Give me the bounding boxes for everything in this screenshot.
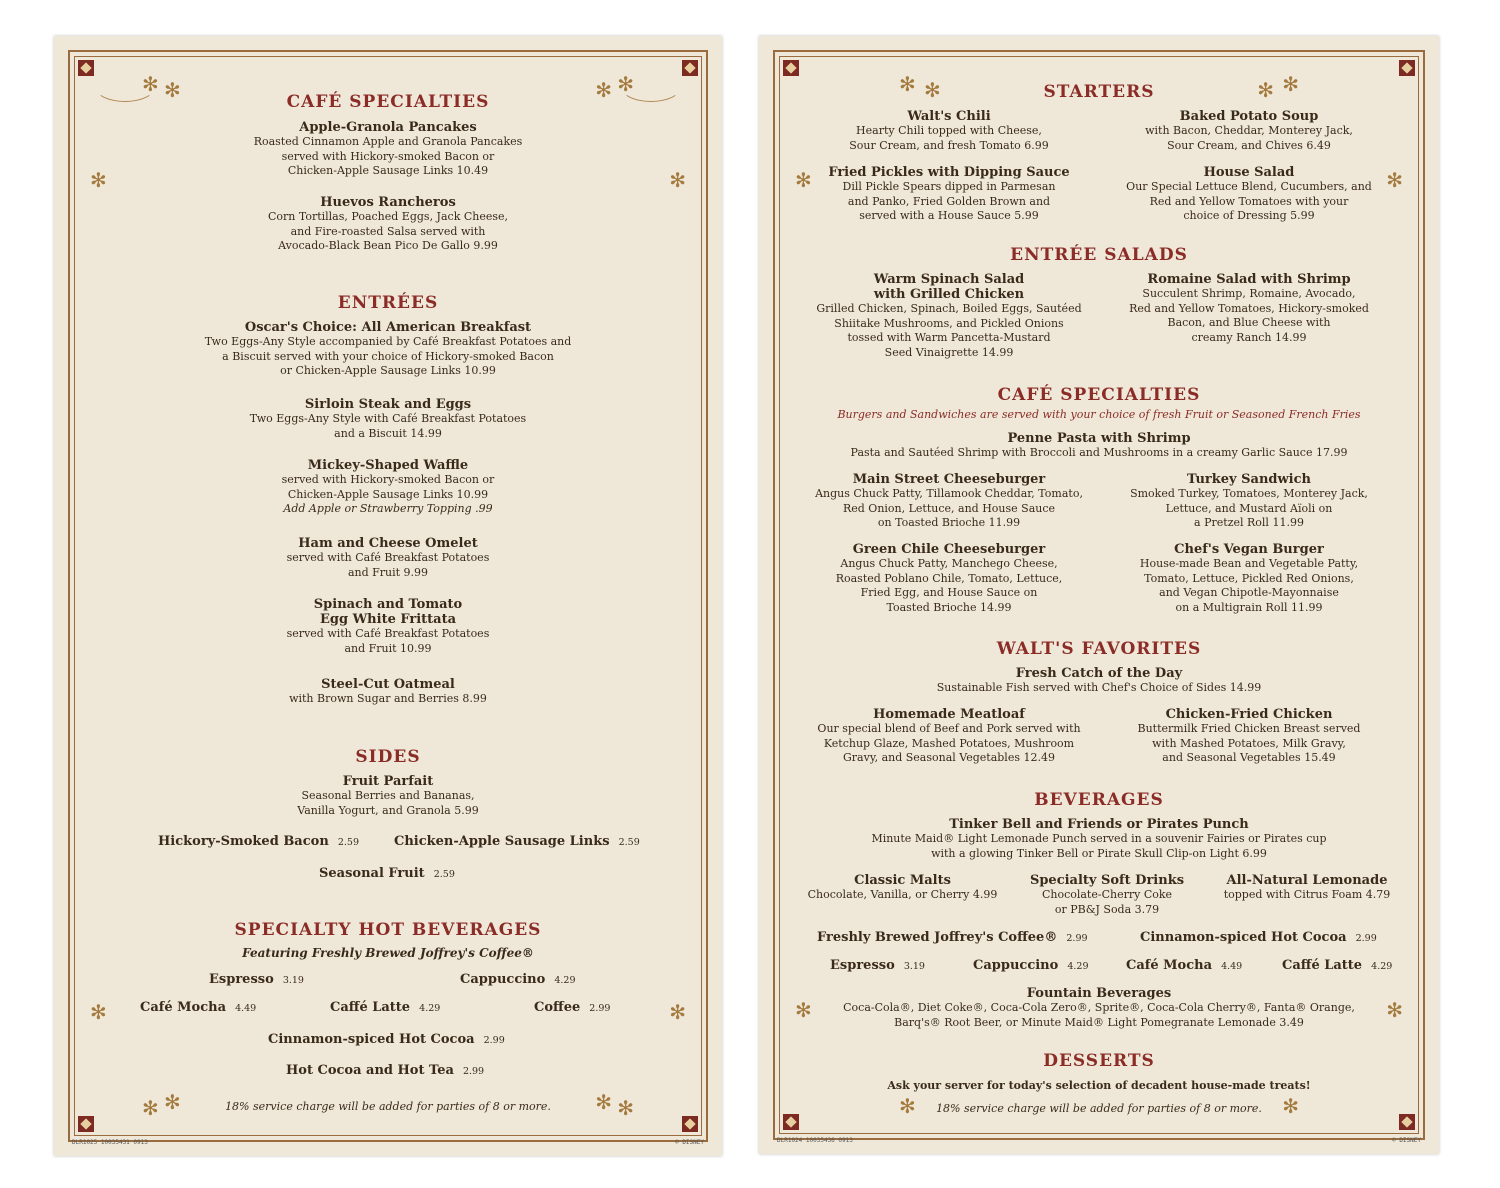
item-desc: topped with Citrus Foam 4.79 xyxy=(1223,888,1391,901)
item-name: Sirloin Steak and Eggs xyxy=(304,397,472,412)
item-name: Fountain Beverages xyxy=(1026,986,1172,1001)
copyright: © DISNEY xyxy=(1392,1137,1421,1144)
flower-ornament-icon: ✻ xyxy=(90,1000,107,1024)
item-desc: Sour Cream, and fresh Tomato 6.99 xyxy=(849,138,1049,152)
beverage-item xyxy=(817,930,1088,945)
item-desc: Pasta and Sautéed Shrimp with Broccoli and Mushrooms in a creamy Garlic Sauce 17.99 xyxy=(850,446,1348,459)
item-desc: Two Eggs-Any Style with Café Breakfast Potatoes xyxy=(249,412,527,425)
item-name: Steel-Cut Oatmeal xyxy=(321,677,455,692)
item-desc: Toasted Brioche 14.99 xyxy=(886,600,1012,614)
item-name: Penne Pasta with Shrimp xyxy=(1007,431,1191,446)
menu-item xyxy=(54,677,722,707)
menu-item xyxy=(1099,165,1399,224)
beverage-item xyxy=(209,972,304,987)
item-desc: or PB&J Soda 3.79 xyxy=(1054,902,1160,916)
item-name: Cinnamon-spiced Hot Cocoa xyxy=(268,1032,475,1047)
section-subtitle: Featuring Freshly Brewed Joffrey's Coffee® xyxy=(242,946,534,960)
menu-item xyxy=(799,542,1099,615)
item-desc: House-made Bean and Vegetable Patty, xyxy=(1139,557,1359,570)
item-desc: Gravy, and Seasonal Vegetables 12.49 xyxy=(843,751,1055,764)
beverage-item xyxy=(286,1063,484,1078)
beverage-item xyxy=(140,1000,256,1015)
copyright: © DISNEY xyxy=(675,1139,704,1146)
item-desc: with a glowing Tinker Bell or Pirate Skull Clip-on Light 6.99 xyxy=(931,846,1267,860)
item-desc: Fried Egg, and House Sauce on xyxy=(860,586,1038,599)
menu-item xyxy=(54,597,722,656)
item-desc: Tomato, Lettuce, Pickled Red Onions, xyxy=(1144,571,1354,585)
menu-item xyxy=(799,707,1099,766)
section-title-cafe-specialties: CAFÉ SPECIALTIES xyxy=(286,92,490,112)
flower-ornament-icon: ✻ xyxy=(1386,998,1403,1022)
corner-ornament-icon xyxy=(783,60,799,76)
section-title-sides: SIDES xyxy=(355,747,421,767)
item-name: Chef's Vegan Burger xyxy=(1174,542,1324,557)
menu-item xyxy=(799,472,1099,531)
item-name: Seasonal Fruit xyxy=(319,866,425,881)
menu-item xyxy=(1099,472,1399,531)
flower-ornament-icon: ✻ xyxy=(795,998,812,1022)
item-desc: or Chicken-Apple Sausage Links 10.99 xyxy=(280,364,496,377)
item-desc: Minute Maid® Light Lemonade Punch served in a souvenir Fairies or Pirates cup xyxy=(871,832,1327,845)
item-name-line2: Egg White Frittata xyxy=(319,612,457,627)
item-name: Homemade Meatloaf xyxy=(873,707,1025,722)
item-desc: served with Hickory-smoked Bacon or xyxy=(281,473,495,486)
corner-ornament-icon xyxy=(1399,60,1415,76)
flower-ornament-icon: ✻ xyxy=(1282,72,1299,96)
item-desc: Chicken-Apple Sausage Links 10.99 xyxy=(287,487,489,501)
item-name: Romaine Salad with Shrimp xyxy=(1147,272,1351,287)
item-desc: Red and Yellow Tomatoes, Hickory-smoked xyxy=(1129,301,1369,315)
section-title-desserts: DESSERTS xyxy=(1043,1051,1155,1071)
menu-item xyxy=(1099,109,1399,153)
flower-ornament-icon: ✻ xyxy=(1282,1094,1299,1118)
item-name: Main Street Cheeseburger xyxy=(852,472,1046,487)
item-name: Fruit Parfait xyxy=(342,774,434,789)
flower-ornament-icon: ✻ xyxy=(142,1096,159,1120)
item-desc: and Fruit 10.99 xyxy=(344,641,432,655)
item-desc: Vanilla Yogurt, and Granola 5.99 xyxy=(297,803,479,817)
corner-ornament-icon xyxy=(78,60,94,76)
item-name: Classic Malts xyxy=(854,873,951,888)
beverage-item xyxy=(1126,958,1242,973)
section-title-walts-favorites: WALT'S FAVORITES xyxy=(996,639,1202,659)
corner-ornament-icon xyxy=(682,1116,698,1132)
item-price: 4.29 xyxy=(1371,961,1393,972)
item-name: Apple-Granola Pancakes xyxy=(299,120,477,135)
item-desc: creamy Ranch 14.99 xyxy=(1191,330,1307,344)
item-name: Baked Potato Soup xyxy=(1179,109,1319,124)
item-name: Espresso xyxy=(209,972,274,987)
item-price: 4.49 xyxy=(235,1003,257,1014)
beverage-item xyxy=(534,1000,610,1015)
menu-item xyxy=(54,536,722,580)
item-desc: Roasted Poblano Chile, Tomato, Lettuce, xyxy=(835,571,1063,585)
flower-ornament-icon: ✻ xyxy=(142,72,159,96)
item-name: Freshly Brewed Joffrey's Coffee® xyxy=(817,930,1058,945)
item-desc: Two Eggs-Any Style accompanied by Café Breakfast Potatoes and xyxy=(204,335,572,348)
menu-item xyxy=(1007,873,1207,917)
item-desc: tossed with Warm Pancetta-Mustard xyxy=(847,331,1051,344)
item-price: 2.59 xyxy=(618,837,640,848)
flower-ornament-icon: ✻ xyxy=(164,78,181,102)
item-price: 3.19 xyxy=(903,961,925,972)
menu-item xyxy=(759,986,1439,1030)
item-name: Hot Cocoa and Hot Tea xyxy=(286,1063,454,1078)
menu-item xyxy=(54,774,722,818)
section-note: Burgers and Sandwiches are served with your choice of fresh Fruit or Seasoned French Fries xyxy=(837,408,1361,421)
item-name: Walt's Chili xyxy=(907,109,991,124)
menu-item xyxy=(795,873,1010,903)
item-name: Huevos Rancheros xyxy=(320,195,456,210)
menu-item xyxy=(759,666,1439,696)
item-price: 4.29 xyxy=(419,1003,441,1014)
item-desc: with Bacon, Cheddar, Monterey Jack, xyxy=(1145,124,1353,137)
item-desc: Corn Tortillas, Poached Eggs, Jack Cheese, xyxy=(267,210,509,223)
menu-item xyxy=(799,109,1099,153)
flower-ornament-icon: ✻ xyxy=(617,1096,634,1120)
item-desc: Red Onion, Lettuce, and House Sauce xyxy=(842,501,1056,515)
item-price: 4.29 xyxy=(1067,961,1089,972)
item-name: Caffé Latte xyxy=(1282,958,1363,973)
item-desc: Chocolate-Cherry Coke xyxy=(1041,888,1173,901)
item-desc: served with Café Breakfast Potatoes xyxy=(286,627,490,640)
item-desc: Red and Yellow Tomatoes with your xyxy=(1149,194,1349,208)
item-desc: Hearty Chili topped with Cheese, xyxy=(856,124,1042,137)
corner-ornament-icon xyxy=(1399,1114,1415,1130)
beverage-item xyxy=(330,1000,440,1015)
flower-ornament-icon: ✻ xyxy=(924,78,941,102)
item-desc: served with Hickory-smoked Bacon or xyxy=(281,149,495,163)
flower-ornament-icon: ✻ xyxy=(1257,78,1274,102)
item-name-line2: with Grilled Chicken xyxy=(873,287,1025,302)
item-desc: and a Biscuit 14.99 xyxy=(334,426,442,440)
item-desc: and Seasonal Vegetables 15.49 xyxy=(1162,751,1336,764)
item-name: All-Natural Lemonade xyxy=(1226,873,1388,888)
item-name: Green Chile Cheeseburger xyxy=(852,542,1046,557)
corner-ornament-icon xyxy=(78,1116,94,1132)
flower-ornament-icon: ✻ xyxy=(595,78,612,102)
item-desc: Seed Vinaigrette 14.99 xyxy=(884,345,1014,359)
item-desc: Sour Cream, and Chives 6.49 xyxy=(1167,138,1331,152)
item-name: Caffé Latte xyxy=(330,1000,411,1015)
item-desc: Coca-Cola®, Diet Coke®, Coca-Cola Zero®, Sprite®, Coca-Cola Cherry®, Fanta® Orange, xyxy=(843,1001,1355,1014)
beverage-item xyxy=(460,972,576,987)
item-name: Oscar's Choice: All American Breakfast xyxy=(244,320,532,335)
menu-item xyxy=(54,195,722,254)
menu-item xyxy=(54,458,722,517)
item-desc: choice of Dressing 5.99 xyxy=(1183,209,1315,222)
item-desc: Our special blend of Beef and Pork served with xyxy=(817,722,1081,735)
item-desc: Grilled Chicken, Spinach, Boiled Eggs, Sautéed xyxy=(816,302,1082,315)
corner-ornament-icon xyxy=(682,60,698,76)
side-item xyxy=(158,834,359,849)
item-desc: Our Special Lettuce Blend, Cucumbers, and xyxy=(1126,180,1372,193)
corner-ornament-icon xyxy=(783,1114,799,1130)
item-price: 4.29 xyxy=(554,975,576,986)
side-item xyxy=(319,866,455,881)
flower-ornament-icon: ✻ xyxy=(899,72,916,96)
item-name: Mickey-Shaped Waffle xyxy=(307,458,469,473)
item-price: 2.99 xyxy=(589,1003,611,1014)
beverage-item xyxy=(1282,958,1392,973)
item-name: House Salad xyxy=(1203,165,1295,180)
breakfast-menu-card xyxy=(54,36,722,1156)
flower-ornament-icon: ✻ xyxy=(669,168,686,192)
service-charge-note: 18% service charge will be added for parties of 8 or more. xyxy=(225,1100,551,1113)
lunch-menu-card xyxy=(759,36,1439,1154)
menu-item xyxy=(759,817,1439,861)
item-desc: Bacon, and Blue Cheese with xyxy=(1167,316,1331,329)
item-desc: Lettuce, and Mustard Aïoli on xyxy=(1165,501,1333,515)
flower-ornament-icon: ✻ xyxy=(795,168,812,192)
item-desc: and Panko, Fried Golden Brown and xyxy=(847,194,1051,208)
item-desc: Chocolate, Vanilla, or Cherry 4.99 xyxy=(807,888,998,901)
flower-ornament-icon: ✻ xyxy=(617,72,634,96)
item-price: 2.99 xyxy=(1355,933,1377,944)
flower-ornament-icon: ✻ xyxy=(899,1094,916,1118)
flower-ornament-icon: ✻ xyxy=(595,1090,612,1114)
menu-item xyxy=(54,320,722,379)
item-desc: on Toasted Brioche 11.99 xyxy=(877,516,1021,529)
item-name: Espresso xyxy=(830,958,895,973)
item-desc: Angus Chuck Patty, Tillamook Cheddar, Tomato, xyxy=(815,487,1083,500)
item-desc: Sustainable Fish served with Chef's Choice of Sides 14.99 xyxy=(936,681,1262,694)
menu-item xyxy=(759,431,1439,461)
flower-ornament-icon: ✻ xyxy=(90,168,107,192)
section-title-cafe-specialties: CAFÉ SPECIALTIES xyxy=(997,385,1201,405)
item-name: Cinnamon-spiced Hot Cocoa xyxy=(1140,930,1347,945)
item-desc: Angus Chuck Patty, Manchego Cheese, xyxy=(840,557,1058,570)
flower-ornament-icon: ✻ xyxy=(669,1000,686,1024)
item-desc: with Brown Sugar and Berries 8.99 xyxy=(289,692,487,705)
item-name: Specialty Soft Drinks xyxy=(1029,873,1185,888)
item-name: Cappuccino xyxy=(460,972,546,987)
menu-code: DLR1024 10035436 0913 xyxy=(777,1137,853,1144)
item-desc: a Pretzel Roll 11.99 xyxy=(1194,516,1304,529)
item-desc: Shiitake Mushrooms, and Pickled Onions xyxy=(834,316,1064,330)
item-desc: Succulent Shrimp, Romaine, Avocado, xyxy=(1142,287,1356,300)
section-title-starters: STARTERS xyxy=(1043,82,1155,102)
item-addon: Add Apple or Strawberry Topping .99 xyxy=(283,502,493,515)
item-desc: Chicken-Apple Sausage Links 10.49 xyxy=(287,164,489,177)
item-name: Fresh Catch of the Day xyxy=(1015,666,1183,681)
item-name: Turkey Sandwich xyxy=(1187,472,1311,487)
item-desc: Avocado-Black Bean Pico De Gallo 9.99 xyxy=(278,239,498,252)
item-price: 2.59 xyxy=(433,869,455,880)
menu-item xyxy=(1207,873,1407,903)
item-name: Chicken-Apple Sausage Links xyxy=(394,834,610,849)
item-desc: with Mashed Potatoes, Milk Gravy, xyxy=(1152,736,1346,750)
item-desc: Seasonal Berries and Bananas, xyxy=(301,789,475,802)
item-name: Ham and Cheese Omelet xyxy=(298,536,478,551)
item-name: Cappuccino xyxy=(973,958,1059,973)
beverage-item xyxy=(1140,930,1377,945)
side-item xyxy=(394,834,640,849)
item-name: Coffee xyxy=(534,1000,581,1015)
beverage-item xyxy=(268,1032,505,1047)
menu-item xyxy=(1099,542,1399,615)
item-desc: Ask your server for today's selection of decadent house-made treats! xyxy=(887,1079,1311,1092)
item-desc: Ketchup Glaze, Mashed Potatoes, Mushroom xyxy=(823,736,1075,750)
menu-item xyxy=(759,1079,1439,1094)
beverage-item xyxy=(830,958,925,973)
item-price: 2.59 xyxy=(337,837,359,848)
item-price: 2.99 xyxy=(1066,933,1088,944)
item-desc: Barq's® Root Beer, or Minute Maid® Light Pomegranate Lemonade 3.49 xyxy=(894,1015,1304,1029)
service-charge-note: 18% service charge will be added for parties of 8 or more. xyxy=(936,1102,1262,1115)
item-name: Chicken-Fried Chicken xyxy=(1165,707,1333,722)
menu-code: DLR1025 10035431 0913 xyxy=(72,1139,148,1146)
item-desc: served with Café Breakfast Potatoes xyxy=(286,551,490,564)
item-desc: and Vegan Chipotle-Mayonnaise xyxy=(1159,586,1339,599)
menu-item xyxy=(799,165,1099,224)
menu-item xyxy=(54,397,722,441)
item-desc: Dill Pickle Spears dipped in Parmesan xyxy=(842,180,1056,193)
flower-ornament-icon: ✻ xyxy=(1386,168,1403,192)
section-title-beverages: BEVERAGES xyxy=(1034,790,1164,810)
item-name: Spinach and Tomato xyxy=(313,597,463,612)
item-desc: and Fruit 9.99 xyxy=(347,565,429,579)
item-name: Tinker Bell and Friends or Pirates Punch xyxy=(949,817,1249,832)
menu-item xyxy=(1099,272,1399,345)
section-title-entrees: ENTRÉES xyxy=(337,293,439,313)
item-name: Warm Spinach Salad xyxy=(873,272,1025,287)
item-name: Hickory-Smoked Bacon xyxy=(158,834,329,849)
item-price: 2.99 xyxy=(483,1035,505,1046)
item-desc: Smoked Turkey, Tomatoes, Monterey Jack, xyxy=(1130,487,1368,500)
menu-item xyxy=(1099,707,1399,766)
item-name: Café Mocha xyxy=(140,1000,227,1015)
item-desc: and Fire-roasted Salsa served with xyxy=(290,224,486,238)
flower-ornament-icon: ✻ xyxy=(164,1090,181,1114)
section-title-entree-salads: ENTRÉE SALADS xyxy=(1010,245,1188,265)
item-desc: served with a House Sauce 5.99 xyxy=(859,209,1039,222)
item-desc: Buttermilk Fried Chicken Breast served xyxy=(1137,722,1361,735)
item-desc: a Biscuit served with your choice of Hickory-smoked Bacon xyxy=(222,349,554,363)
item-desc: Roasted Cinnamon Apple and Granola Pancakes xyxy=(253,135,523,148)
item-price: 4.49 xyxy=(1221,961,1243,972)
menu-item xyxy=(799,272,1099,360)
item-name: Fried Pickles with Dipping Sauce xyxy=(828,165,1070,180)
item-price: 3.19 xyxy=(282,975,304,986)
item-price: 2.99 xyxy=(462,1066,485,1077)
section-title-hot-beverages: SPECIALTY HOT BEVERAGES xyxy=(234,920,542,940)
item-name: Café Mocha xyxy=(1126,958,1213,973)
menu-item xyxy=(54,120,722,179)
item-desc: on a Multigrain Roll 11.99 xyxy=(1175,600,1323,614)
beverage-item xyxy=(973,958,1089,973)
